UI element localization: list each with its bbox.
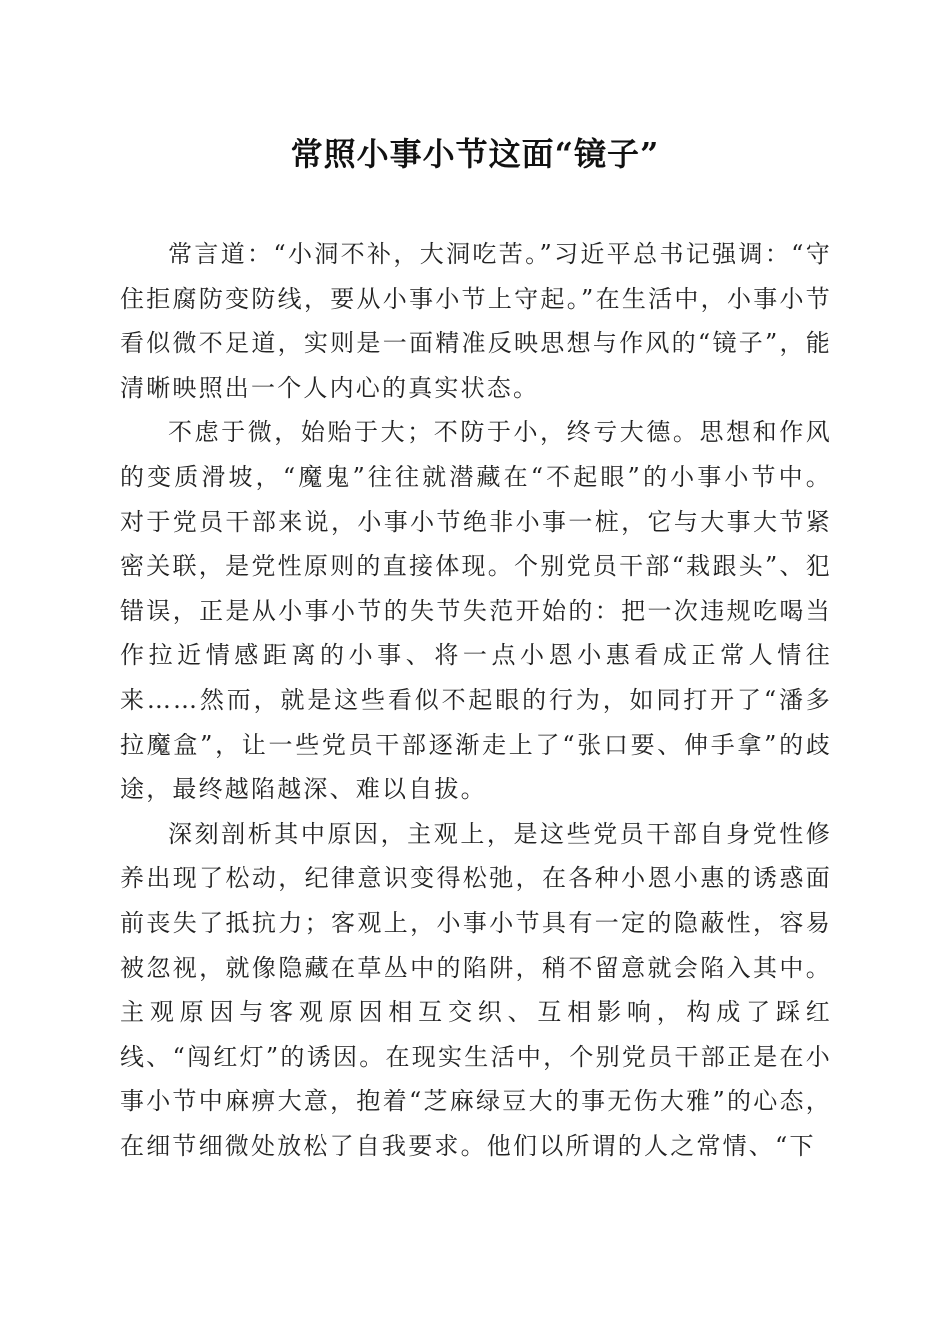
- paragraph-3: 深刻剖析其中原因，主观上，是这些党员干部自身党性修养出现了松动，纪律意识变得松弛，在各种小恩小惠的诱惑面前丧失了抵抗力；客观上，小事小节具有一定的隐蔽性，容易被忽视，就像隐藏在草丛中的陷阱，稍不留意就会陷入其中。主观原因与客观原因相互交织、互相影响，构成了踩红线、“闯红灯”的诱因。在现实生活中，个别党员干部正是在小事小节中麻痹大意，抱着“芝麻绿豆大的事无伤大雅”的心态，在细节细微处放松了自我要求。他们以所谓的人之常情、“下: [120, 819, 832, 1160]
- paragraph-1: 常言道：“小洞不补，大洞吃苦。”习近平总书记强调：“守住拒腐防变防线，要从小事小节上守起。”在生活中，小事小节看似微不足道，实则是一面精准反映思想与作风的“镜子”，能清晰映照出一个人内心的真实状态。: [120, 240, 832, 402]
- document-body: [120, 232, 832, 1168]
- document-title: 常照小事小节这面“镜子”: [290, 135, 660, 173]
- paragraph-2: 不虑于微，始贻于大；不防于小，终亏大德。思想和作风的变质滑坡，“魔鬼”往往就潜藏在“不起眼”的小事小节中。对于党员干部来说，小事小节绝非小事一桩，它与大事大节紧密关联，是党性原则的直接体现。个别党员干部“栽跟头”、犯错误，正是从小事小节的失节失范开始的：把一次违规吃喝当作拉近情感距离的小事、将一点小恩小惠看成正常人情往来……然而，就是这些看似不起眼的行为，如同打开了“潘多拉魔盒”，让一些党员干部逐渐走上了“张口要、伸手拿”的歧途，最终越陷越深、难以自拔。: [120, 418, 832, 804]
